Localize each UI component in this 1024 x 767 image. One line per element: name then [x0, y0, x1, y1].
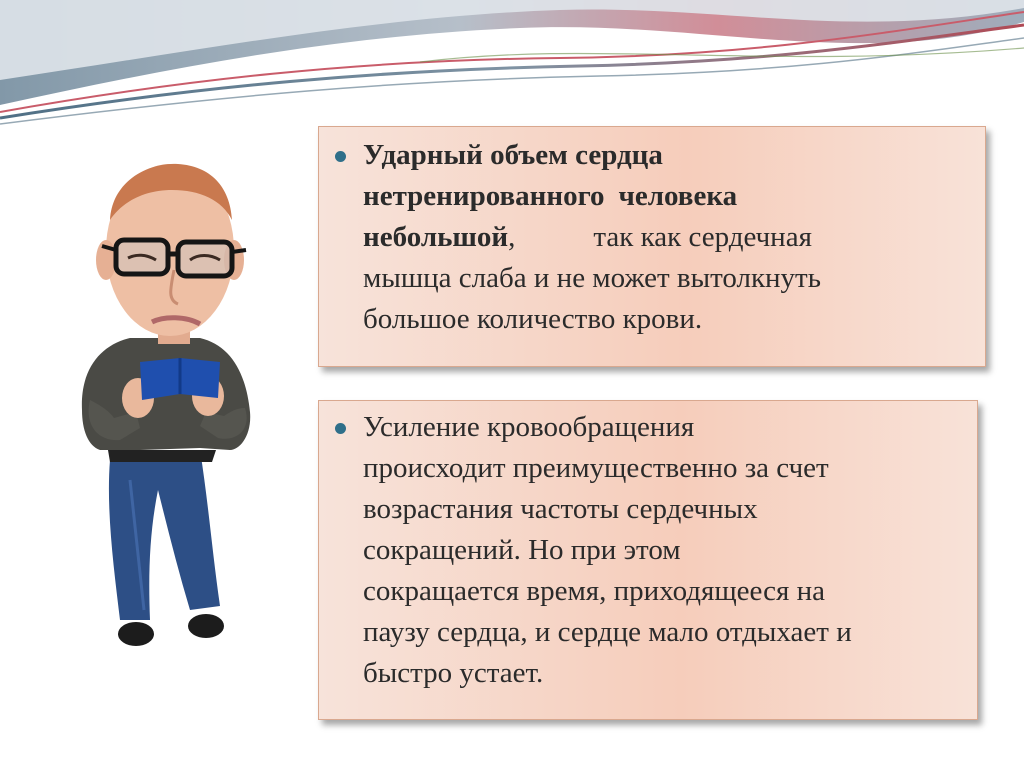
circulation-paragraph	[363, 407, 957, 694]
text-line: быстро устает.	[363, 657, 544, 689]
text-line	[363, 217, 965, 258]
text-fragment: ,	[508, 221, 516, 253]
text-line: паузу сердца, и сердце мало отдыхает и	[363, 616, 852, 648]
text-box-circulation	[318, 400, 978, 720]
text-line: Ударный объем сердца	[363, 139, 663, 171]
text-fragment: так как сердечная	[593, 221, 812, 253]
text-fragment: небольшой	[363, 221, 509, 253]
text-line: происходит преимущественно за счет	[363, 452, 829, 484]
bullet-icon	[335, 151, 346, 162]
text-fragment: человека	[618, 180, 738, 212]
man-reading-illustration	[40, 150, 280, 670]
bullet-item-circulation	[333, 407, 957, 694]
bullet-icon	[335, 423, 346, 434]
decorative-waves	[0, 0, 1024, 130]
text-fragment: нетренированного	[363, 180, 605, 212]
text-box-stroke-volume	[318, 126, 986, 367]
text-line: возрастания частоты сердечных	[363, 493, 758, 525]
text-line: большое количество крови.	[363, 303, 703, 335]
text-line: сокращается время, приходящееся на	[363, 575, 825, 607]
text-line: сокращений. Но при этом	[363, 534, 681, 566]
bullet-item-stroke-volume	[333, 135, 965, 340]
text-line: Усиление кровообращения	[363, 411, 695, 443]
stroke-volume-paragraph	[363, 135, 965, 340]
text-line	[363, 176, 965, 217]
text-line: мышца слаба и не может вытолкнуть	[363, 262, 821, 294]
